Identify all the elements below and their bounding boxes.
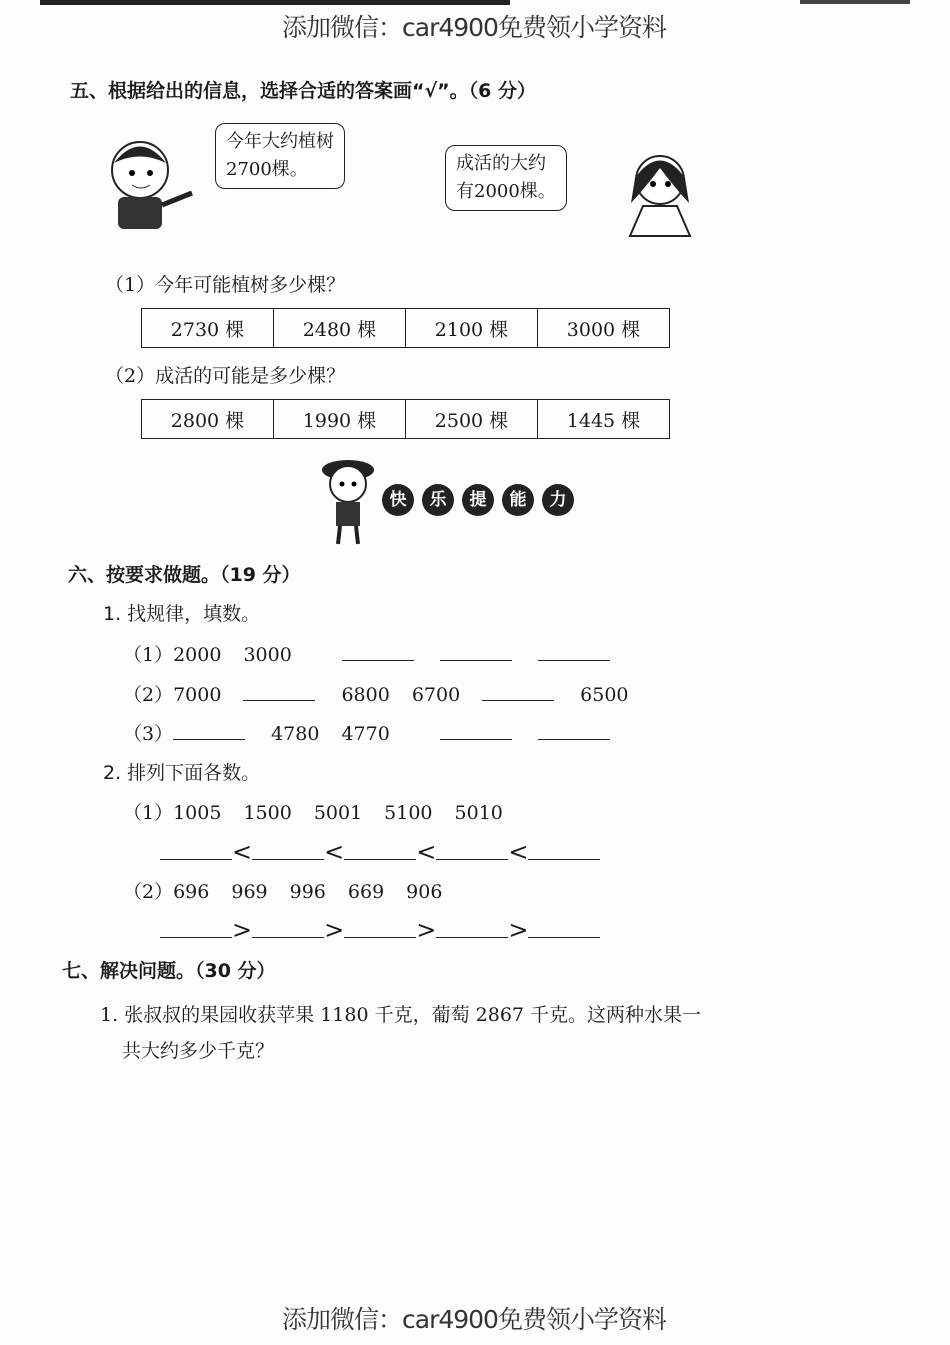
girl-speech-bubble [445,145,567,211]
greater-than-sign: > [232,916,253,944]
option-cell[interactable]: 2730 棵 [142,309,274,348]
less-than-sign: < [416,838,437,866]
answer-blank[interactable] [482,682,554,701]
less-than-sign: < [324,838,345,866]
section5-title: 五、根据给出的信息，选择合适的答案画“√”。（6 分） [70,80,536,102]
q2-options-table [141,399,670,439]
q1-options-table [141,308,670,348]
part2-title: 2. 排列下面各数。 [103,762,261,784]
greater-than-sign: > [416,916,437,944]
number: 5001 [313,802,363,824]
number: 969 [231,881,268,903]
speech-line: 有2000棵。 [456,181,556,202]
answer-blank[interactable] [160,841,232,860]
scan-edge [40,0,510,5]
speech-line: 今年大约植树 [226,131,334,152]
banner-happy-skills [382,484,582,516]
number: （2）696 [123,881,210,903]
number: 6500 [580,684,629,706]
boy-speech-bubble [215,123,345,189]
option-cell[interactable]: 1990 棵 [274,400,406,439]
number: 669 [347,881,385,903]
answer-blank[interactable] [538,642,610,661]
part1-title: 1. 找规律，填数。 [103,603,261,625]
option-cell[interactable]: 2800 棵 [142,400,274,439]
number: 5100 [384,802,433,824]
option-cell[interactable]: 2500 棵 [406,400,538,439]
scan-edge [800,0,910,4]
number: 6700 [411,684,461,706]
numbers-to-sort-2 [123,877,464,904]
number: 906 [406,881,443,903]
watermark-bottom: 添加微信：car4900免费领小学资料 [282,1305,666,1334]
number: （3） [123,723,174,745]
speech-line: 成活的大约 [456,153,546,174]
banner-char: 乐 [422,484,454,516]
answer-blank[interactable] [436,841,508,860]
banner-char: 力 [542,484,574,516]
answer-blank[interactable] [344,841,416,860]
answer-blank[interactable] [344,919,416,938]
section6-title: 六、按要求做题。（19 分） [68,564,301,586]
watermark-top: 添加微信：car4900免费领小学资料 [282,13,666,42]
less-than-sign: < [508,838,529,866]
answer-blank[interactable] [436,919,508,938]
option-cell[interactable]: 1445 棵 [538,400,670,439]
number: （1）1005 [123,802,222,824]
pattern-row-3 [123,719,610,746]
girl-illustration [615,148,705,238]
question-2: （2）成活的可能是多少棵？ [105,365,346,387]
pattern-row-2 [123,680,651,707]
banner-char: 快 [382,484,414,516]
number: 5010 [454,802,503,824]
number: 6800 [341,684,390,706]
ascending-answer-row [160,838,600,866]
answer-blank[interactable] [243,682,315,701]
speech-line: 2700棵。 [226,159,308,180]
answer-blank[interactable] [528,841,600,860]
pattern-row-1 [123,640,610,667]
answer-blank[interactable] [440,721,512,740]
option-cell[interactable]: 2480 棵 [274,309,406,348]
answer-blank[interactable] [538,721,610,740]
answer-blank[interactable] [528,919,600,938]
answer-blank[interactable] [440,642,512,661]
problem-1-line2: 共大约多少千克？ [122,1040,275,1062]
number: （1）2000 [123,644,222,666]
question-1: （1）今年可能植树多少棵？ [105,274,346,296]
banner-char: 能 [502,484,534,516]
greater-than-sign: > [508,916,529,944]
number: 3000 [243,644,292,666]
less-than-sign: < [232,838,253,866]
answer-blank[interactable] [160,919,232,938]
answer-blank[interactable] [173,721,245,740]
number: 1500 [243,802,292,824]
number: 4780 [271,723,320,745]
descending-answer-row [160,916,600,944]
problem-1-line1: 1. 张叔叔的果园收获苹果 1180 千克，葡萄 2867 千克。这两种水果一 [100,1004,702,1026]
number: （2）7000 [123,684,222,706]
number: 4770 [341,723,390,745]
boy-illustration [100,135,200,235]
numbers-to-sort-1 [123,798,525,825]
answer-blank[interactable] [342,642,414,661]
answer-blank[interactable] [252,841,324,860]
answer-blank[interactable] [252,919,324,938]
banner-char: 提 [462,484,494,516]
greater-than-sign: > [324,916,345,944]
kid-mascot-illustration [318,452,378,547]
section7-title: 七、解决问题。（30 分） [62,960,276,982]
option-cell[interactable]: 3000 棵 [538,309,670,348]
option-cell[interactable]: 2100 棵 [406,309,538,348]
number: 996 [289,881,326,903]
